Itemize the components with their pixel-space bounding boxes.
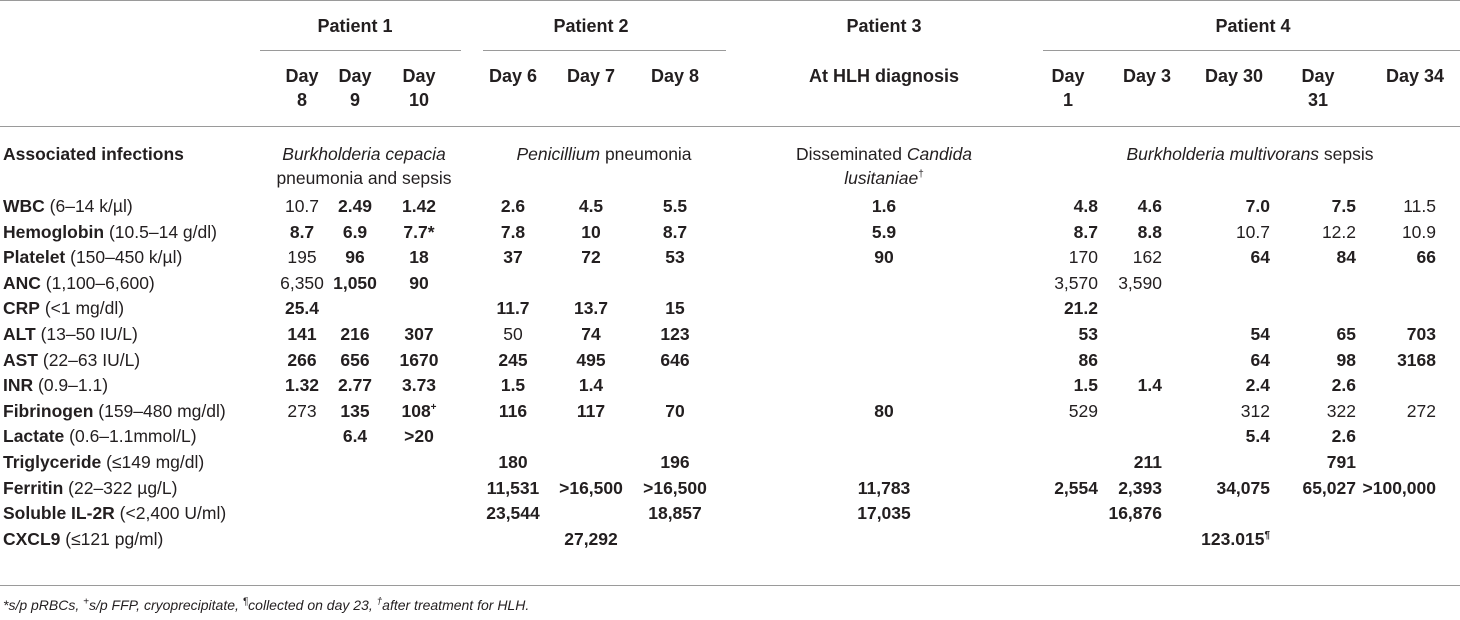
table-cell: 3,570 bbox=[1054, 272, 1098, 293]
row-label: AST (22–63 IU/L) bbox=[3, 349, 141, 370]
table-cell: 37 bbox=[503, 247, 523, 268]
row-label: WBC (6–14 k/µl) bbox=[3, 196, 133, 216]
table-cell: 53 bbox=[665, 247, 685, 268]
table-cell: 2.49 bbox=[337, 196, 373, 216]
table-cell: 64 bbox=[1250, 247, 1270, 268]
rule bbox=[0, 0, 1460, 1]
row-label: Ferritin (22–322 µg/L) bbox=[3, 477, 178, 498]
table-cell: 3.73 bbox=[401, 375, 437, 396]
rule bbox=[483, 50, 726, 51]
day-header: Day 1 bbox=[1051, 66, 1085, 110]
table-cell: 10.9 bbox=[1401, 221, 1436, 242]
table-cell: 10.7 bbox=[284, 196, 320, 216]
table-cell: 11.5 bbox=[1403, 196, 1436, 216]
table-cell: 50 bbox=[503, 324, 523, 344]
footnote-part: s/p FFP, cryoprecipitate, bbox=[88, 597, 243, 613]
day-header: Day 34 bbox=[1385, 66, 1445, 86]
table-cell: 96 bbox=[345, 247, 365, 268]
table-cell: 13.7 bbox=[573, 298, 609, 319]
row-label: CXCL9 (≤121 pg/ml) bbox=[3, 528, 164, 549]
patient-header: Patient 1 bbox=[317, 16, 393, 36]
table-cell: 4.8 bbox=[1073, 196, 1098, 216]
day-header: Day 30 bbox=[1204, 66, 1264, 86]
footnote-mark: ¶ bbox=[242, 596, 249, 608]
table-cell: 2.6 bbox=[1331, 375, 1356, 396]
row-label: Platelet (150–450 k/µl) bbox=[3, 247, 183, 268]
footnote-part: *s/p pRBCs, bbox=[3, 597, 84, 613]
table-cell: 117 bbox=[576, 400, 606, 421]
rule bbox=[260, 50, 461, 51]
table-cell: 23,544 bbox=[486, 503, 540, 524]
table-cell: 196 bbox=[660, 452, 690, 472]
table-cell: 16,876 bbox=[1108, 503, 1162, 524]
day-header: Day 10 bbox=[402, 66, 436, 110]
footnote-part: after treatment for HLH. bbox=[382, 597, 530, 613]
table-cell: 3,590 bbox=[1118, 272, 1162, 293]
table-cell: 1.42 bbox=[401, 196, 437, 216]
row-label: ALT (13–50 IU/L) bbox=[3, 324, 138, 344]
infection-patient-1: Burkholderia cepacia pneumonia and sepsis bbox=[276, 144, 452, 188]
table-cell: 312 bbox=[1240, 400, 1270, 421]
table-cell: 211 bbox=[1133, 452, 1162, 472]
row-label: Associated infections bbox=[3, 144, 184, 164]
table-cell: 7.5 bbox=[1331, 196, 1356, 216]
table-cell: >16,500 bbox=[643, 477, 707, 498]
table-cell: 54 bbox=[1250, 324, 1270, 344]
table-cell: 2,393 bbox=[1118, 477, 1162, 498]
table-cell: 2.6 bbox=[500, 196, 526, 216]
table-cell: 90 bbox=[874, 247, 894, 268]
table-cell: 141 bbox=[287, 324, 317, 344]
row-label: ANC (1,100–6,600) bbox=[3, 272, 155, 293]
table-cell: 53 bbox=[1078, 324, 1098, 344]
table-cell: 21.2 bbox=[1063, 298, 1098, 319]
table-cell: 791 bbox=[1326, 452, 1356, 472]
table-cell: 90 bbox=[409, 272, 429, 293]
row-label: INR (0.9–1.1) bbox=[3, 375, 109, 396]
table-cell: 27,292 bbox=[564, 528, 618, 549]
table-cell: 266 bbox=[287, 349, 317, 370]
table-cell: 80 bbox=[874, 400, 894, 421]
table-cell: 17,035 bbox=[857, 503, 911, 524]
table-cell: 170 bbox=[1068, 247, 1098, 268]
row-label: CRP (<1 mg/dl) bbox=[3, 298, 125, 319]
table-cell: 8.7 bbox=[1073, 221, 1098, 242]
table-cell: 18 bbox=[409, 247, 429, 268]
table-cell: 72 bbox=[581, 247, 601, 268]
table-cell: 495 bbox=[576, 349, 606, 370]
table-cell: 135 bbox=[340, 400, 370, 421]
table-cell: 98 bbox=[1336, 349, 1356, 370]
table-cell: 34,075 bbox=[1216, 477, 1270, 498]
table-cell: 6,350 bbox=[280, 272, 324, 293]
table-cell: 273 bbox=[287, 400, 317, 421]
table-cell: 2,554 bbox=[1054, 477, 1098, 498]
infection-patient-4: Burkholderia multivorans sepsis bbox=[1126, 144, 1374, 164]
table-cell: 2.4 bbox=[1245, 375, 1270, 396]
table-cell: 86 bbox=[1078, 349, 1098, 370]
footnote-mark: + bbox=[83, 596, 89, 608]
table-cell: 1.4 bbox=[1137, 375, 1162, 396]
table-cell: 10 bbox=[581, 221, 601, 242]
patient-header: Patient 4 bbox=[1215, 16, 1291, 36]
table-cell: 84 bbox=[1336, 247, 1356, 268]
table-cell: 6.9 bbox=[342, 221, 368, 242]
table-cell: 216 bbox=[340, 324, 370, 344]
table-cell: 5.9 bbox=[871, 221, 897, 242]
table-cell: 65,027 bbox=[1302, 477, 1356, 498]
patient-header: Patient 2 bbox=[553, 16, 629, 36]
infection-patient-3: Disseminated Candida lusitaniae† bbox=[795, 144, 973, 188]
day-header: Day 6 bbox=[488, 66, 538, 86]
table-cell: 272 bbox=[1406, 400, 1436, 421]
rule bbox=[1043, 50, 1460, 51]
table-cell: 18,857 bbox=[648, 503, 702, 524]
row-label: Fibrinogen (159–480 mg/dl) bbox=[3, 400, 226, 421]
table-cell: 703 bbox=[1406, 324, 1436, 344]
table-cell: 307 bbox=[404, 324, 434, 344]
table-cell: 8.7 bbox=[289, 221, 315, 242]
rule bbox=[0, 585, 1460, 586]
table-cell: 1,050 bbox=[333, 272, 377, 293]
table-cell: 162 bbox=[1132, 247, 1162, 268]
day-header: At HLH diagnosis bbox=[808, 66, 960, 86]
table-cell: 1.5 bbox=[500, 375, 526, 396]
table-cell: 5.5 bbox=[662, 196, 688, 216]
day-header: Day 3 bbox=[1122, 66, 1172, 86]
table-cell: 245 bbox=[498, 349, 528, 370]
table-cell: 7.8 bbox=[500, 221, 526, 242]
table-cell: 5.4 bbox=[1245, 426, 1270, 447]
footnote-part: collected on day 23, bbox=[248, 597, 377, 613]
table-cell: 529 bbox=[1068, 400, 1098, 421]
row-label: Soluble IL-2R (<2,400 U/ml) bbox=[3, 503, 227, 524]
table-cell: 646 bbox=[660, 349, 690, 370]
day-header: Day 7 bbox=[566, 66, 616, 86]
rule bbox=[0, 126, 1460, 127]
table-cell: 25.4 bbox=[284, 298, 320, 319]
day-header: Day 9 bbox=[338, 66, 372, 110]
table-cell: >100,000 bbox=[1362, 477, 1436, 498]
table-cell: 65 bbox=[1336, 324, 1356, 344]
table-cell: >20 bbox=[404, 426, 434, 447]
table-cell: 4.5 bbox=[578, 196, 604, 216]
table-cell: 2.6 bbox=[1331, 426, 1356, 447]
row-label: Lactate (0.6–1.1mmol/L) bbox=[3, 426, 197, 447]
table-cell: 64 bbox=[1250, 349, 1270, 370]
table-cell: 11,531 bbox=[486, 477, 540, 498]
day-header: Day 8 bbox=[650, 66, 700, 86]
table-cell: 10.7 bbox=[1235, 221, 1270, 242]
table-cell: 108+ bbox=[401, 400, 437, 421]
table-cell: 15 bbox=[665, 298, 685, 319]
table-cell: 8.8 bbox=[1137, 221, 1162, 242]
table-cell: 656 bbox=[340, 349, 370, 370]
table-cell: 322 bbox=[1326, 400, 1356, 421]
footnote-mark: † bbox=[376, 596, 383, 608]
table-cell: 7.7* bbox=[403, 221, 435, 242]
table-cell: 1.5 bbox=[1073, 375, 1098, 396]
table-cell: 123 bbox=[660, 324, 690, 344]
infection-patient-2: Penicillium pneumonia bbox=[516, 144, 692, 164]
table-cell: 1.32 bbox=[284, 375, 320, 396]
table-cell: 74 bbox=[581, 324, 601, 344]
table-cell: 123.015¶ bbox=[1201, 528, 1270, 549]
table-cell: 7.0 bbox=[1245, 196, 1270, 216]
day-header: Day 8 bbox=[285, 66, 319, 110]
table-cell: 4.6 bbox=[1137, 196, 1162, 216]
table-cell: 70 bbox=[665, 400, 685, 421]
table-cell: 66 bbox=[1416, 247, 1436, 268]
table-cell: 180 bbox=[498, 452, 528, 472]
table-cell: 116 bbox=[498, 400, 528, 421]
table-cell: 1670 bbox=[399, 349, 439, 370]
table-cell: 1.4 bbox=[578, 375, 604, 396]
row-label: Hemoglobin (10.5–14 g/dl) bbox=[3, 221, 217, 242]
table-cell: 12.2 bbox=[1321, 221, 1356, 242]
row-label: Triglyceride (≤149 mg/dl) bbox=[3, 452, 205, 472]
table-cell: 11.7 bbox=[496, 298, 530, 319]
table-cell: 8.7 bbox=[662, 221, 688, 242]
footnote bbox=[3, 597, 529, 613]
table-cell: 1.6 bbox=[871, 196, 897, 216]
patient-header: Patient 3 bbox=[846, 16, 922, 36]
table-cell: 11,783 bbox=[857, 477, 911, 498]
table-cell: 3168 bbox=[1397, 349, 1436, 370]
table-cell: >16,500 bbox=[559, 477, 623, 498]
day-header: Day 31 bbox=[1301, 66, 1335, 110]
table-cell: 2.77 bbox=[337, 375, 373, 396]
table-cell: 6.4 bbox=[342, 426, 368, 447]
table-cell: 195 bbox=[287, 247, 317, 268]
